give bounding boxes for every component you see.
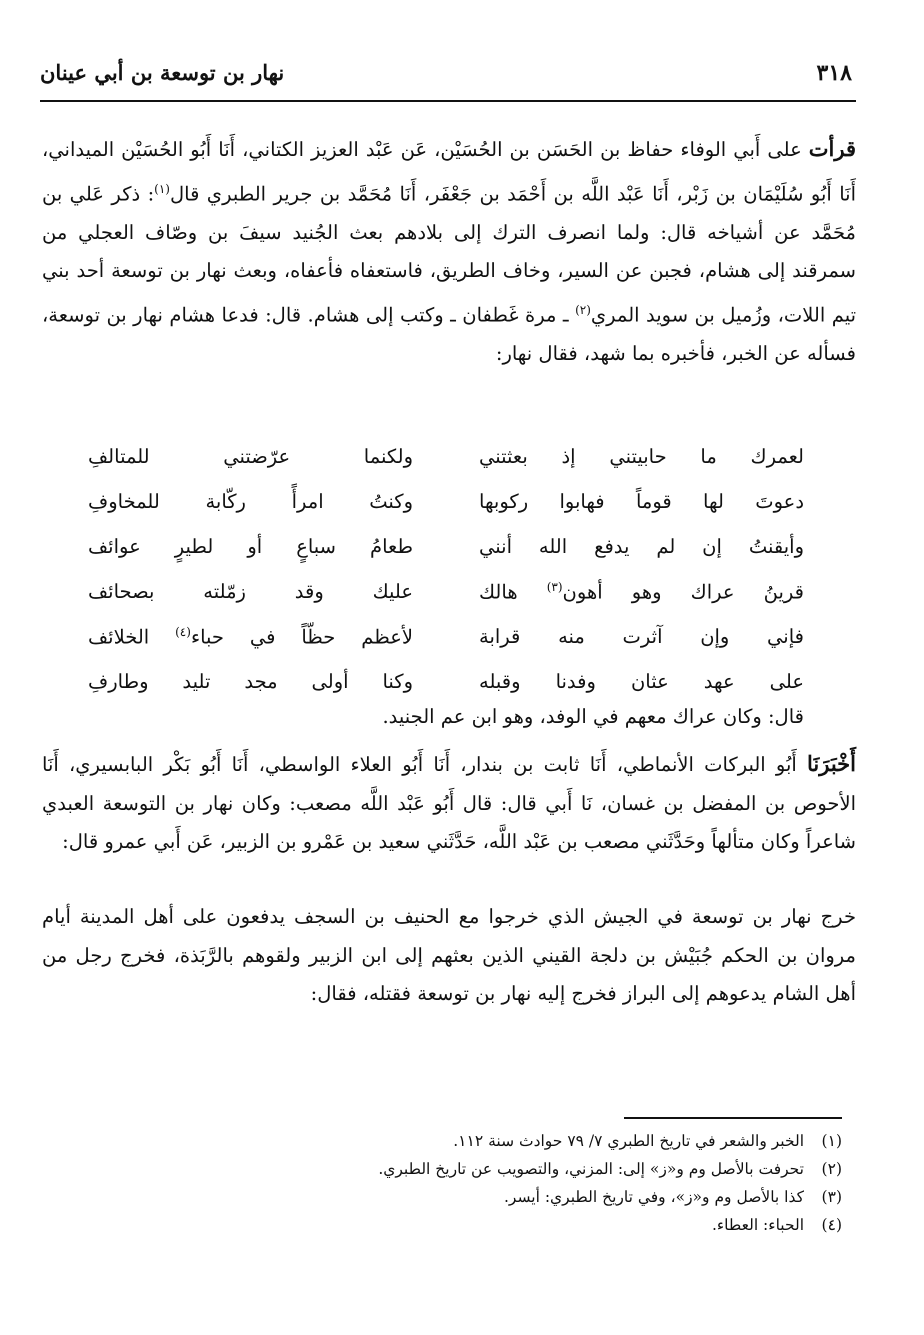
- poem-text: هالك: [479, 580, 547, 604]
- paragraph-1-text-b: : ذكر عَلي بن مُحَمَّد عن أشياخه قال: ولما انصرف الترك إلى بلادهم بعث الجُنيد سيفَ بن وصّاف العجلي من سمرقند إلى هشام، فجبن عن السير، وخاف الطريق، فاستعفاه فأعفاه، وبعث نهار بن توسعة أحد بني تيم اللات، وزُميل بن سويد المري: [42, 182, 857, 326]
- poem-hemistich-first: على عهد عثان وفدنا وقبله: [479, 670, 804, 693]
- poem-verse: [88, 524, 804, 569]
- footnote-number: (٤): [821, 1216, 842, 1234]
- footnote-ref-3: (٣): [546, 579, 563, 594]
- page-number: ٣١٨: [816, 60, 852, 86]
- running-header: [40, 60, 852, 96]
- footnotes: [60, 1127, 842, 1239]
- footnote-item: [60, 1183, 842, 1211]
- footnote-text: الخبر والشعر في تاريخ الطبري ٧/ ٧٩ حوادث سنة ١١٢.: [453, 1132, 804, 1150]
- poem-text: لأعظم حظّاً في حباء: [190, 625, 413, 649]
- poem-hemistich-second: وكنا أولى مجد تليد وطارفِ: [88, 670, 413, 693]
- footnote-text: الحباء: العطاء.: [711, 1216, 804, 1234]
- poem-verse: [88, 434, 804, 479]
- poem-hemistich-first: [479, 580, 804, 604]
- footnote-ref-4: (٤): [175, 624, 191, 639]
- poem-hemistich-second: وكنتُ امرأً ركّابة للمخاوفِ: [88, 490, 413, 513]
- poem-verse: [88, 659, 804, 704]
- poem-verse: [88, 479, 804, 524]
- paragraph-2-lead-word: أَخْبَرَنَا: [807, 751, 856, 776]
- paragraph-2-text: أَبُو البركات الأنماطي، أَنَا ثابت بن بندار، أَنَا أَبُو العلاء الواسطي، أَنَا أَبُو بَكْر البابسيري، أَنَا الأحوص بن المفضل بن غسان، نَا أَبي قال: قال أَبُو عَبْد اللَّه مصعب: وكان نهار بن التوسعة العبدي شاعراً وكان متألهاً وحَدَّثَني مصعب بن عَبْد اللَّه، حَدَّثَني سعيد بن عَمْرو بن الزبير، عَن أَبي عمرو قال:: [42, 753, 856, 853]
- paragraph-1-text-a: على أَبي الوفاء حفاظ بن الحَسَن بن الحُسَيْن، عَن عَبْد العزيز الكتاني، أَنَا أَبُو الحُسَيْن الميداني، أَنَا أَبُو سُلَيْمَان بن زَبْر، أَنَا عَبْد اللَّه بن أَحْمَد بن جَعْفَر، أَنَا مُحَمَّد بن جرير الطبري قال: [42, 138, 856, 205]
- poem-text: الخلائف: [88, 625, 176, 649]
- footnote-item: [60, 1127, 842, 1155]
- footnote-ref-1: (١): [154, 181, 170, 196]
- poem: [88, 434, 804, 704]
- poem-verse: [88, 569, 804, 614]
- footnote-item: [60, 1211, 842, 1239]
- paragraph-1: [42, 130, 856, 373]
- poem-verse: [88, 614, 804, 659]
- poem-hemistich-first: دعوتَ لها قوماً فهابوا ركوبها: [479, 490, 804, 513]
- paragraph-1-lead-word: قرأت: [808, 136, 856, 161]
- footnote-text: كذا بالأصل وم و«ز»، وفي تاريخ الطبري: أيسر.: [503, 1188, 804, 1206]
- paragraph-1-text-c: ـ مرة غَطفان ـ وكتب إلى هشام. قال: فدعا هشام نهار بن توسعة، فسأله عن الخبر، فأخبره بما شهد، فقال نهار:: [42, 303, 856, 365]
- chapter-title: نهار بن توسعة بن أبي عينان: [40, 60, 285, 85]
- poem-hemistich-second: عليك وقد زمّلته بصحائف: [88, 580, 413, 603]
- footnote-text: تحرفت بالأصل وم و«ز» إلى: المزني، والتصويب عن تاريخ الطبري.: [378, 1160, 804, 1178]
- footnote-divider: [624, 1117, 842, 1119]
- narrator-note: قال: وكان عراك معهم في الوفد، وهو ابن عم الجنيد.: [382, 705, 804, 728]
- poem-hemistich-second: ولكنما عرّضتني للمتالفِ: [88, 445, 413, 468]
- footnote-ref-2: (٢): [575, 302, 591, 317]
- poem-hemistich-first: فإني وإن آثرت منه قرابة: [479, 625, 804, 648]
- footnote-item: [60, 1155, 842, 1183]
- paragraph-3-text: خرج نهار بن توسعة في الجيش الذي خرجوا مع الحنيف بن السجف يدفعون على أهل المدينة أيام مروان بن الحكم جُبَيْش بن دلجة القيني الذين بعثهم إلى ابن الزبير ولقوهم بالرَّبَذة، فخرج رجل من أهل الشام يدعوهم إلى البراز فخرج إليه نهار بن توسعة فقتله، فقال:: [42, 905, 856, 1005]
- poem-hemistich-second: طعامُ سباعٍ أو لطيرٍ عوائف: [88, 535, 413, 558]
- paragraph-3: [42, 898, 856, 1014]
- poem-text: قرينُ عراك وهو أهون: [562, 580, 804, 604]
- paragraph-2: [42, 745, 856, 862]
- header-divider: [40, 100, 856, 102]
- footnote-number: (٢): [821, 1160, 842, 1178]
- poem-hemistich-first: لعمرك ما حابيتني إذ بعثتني: [479, 445, 804, 468]
- footnote-number: (١): [821, 1132, 842, 1150]
- footnote-number: (٣): [821, 1188, 842, 1206]
- poem-hemistich-second: [88, 625, 413, 649]
- poem-hemistich-first: وأيقنتُ إن لم يدفع الله أنني: [479, 535, 804, 558]
